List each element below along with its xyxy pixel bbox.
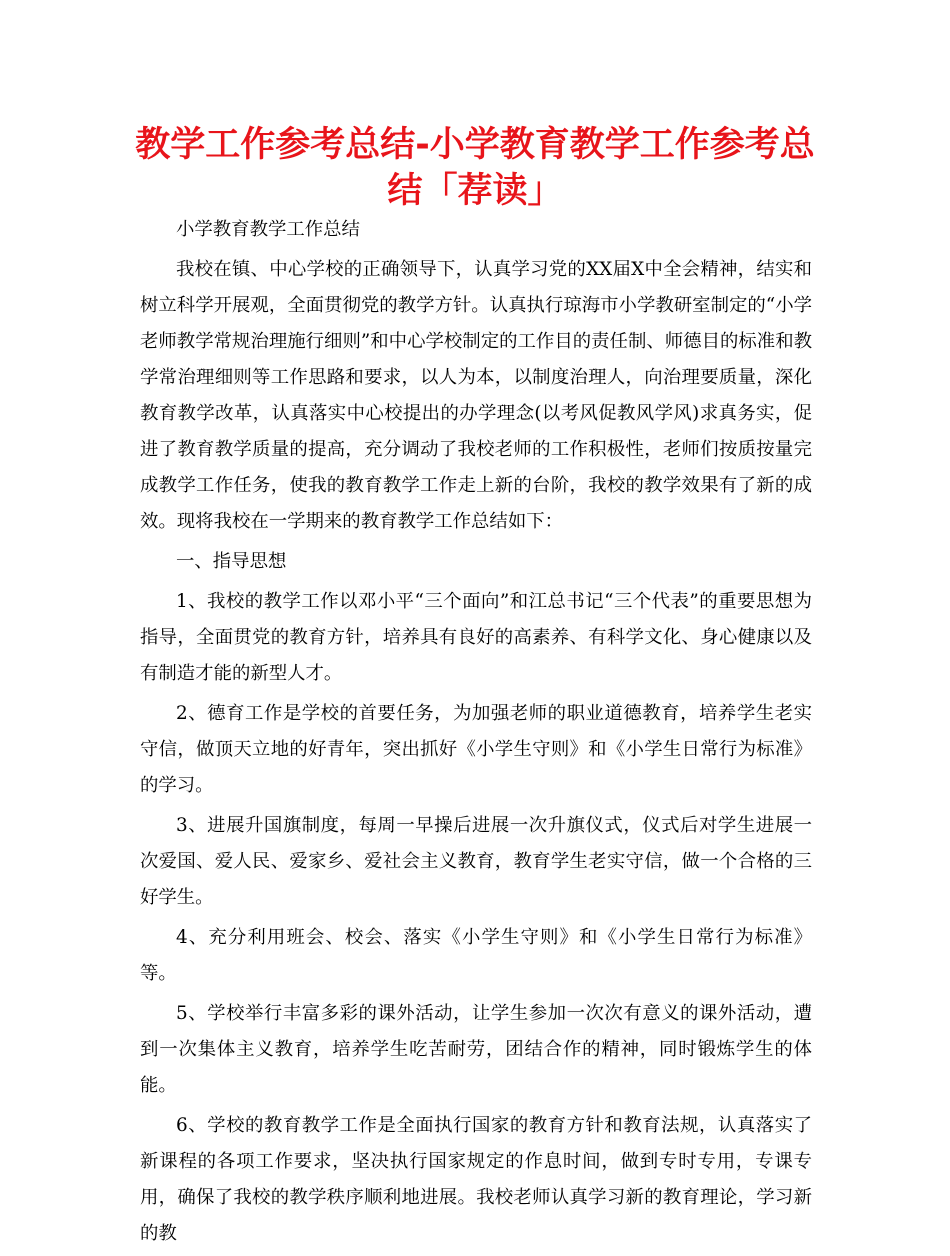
section-heading-guiding-ideology: 一、指导思想 (176, 551, 287, 572)
document-body (140, 212, 812, 1256)
paragraph-item-5: 5、学校举行丰富多彩的课外活动，让学生参加一次次有意义的课外活动，遭到一次集体主义教育，培养学生吃苦耐劳，团结合作的精神，同时锻炼学生的体能。 (140, 1003, 812, 1096)
document-title: 教学工作参考总结-小学教育教学工作参考总结「荐读」 (135, 125, 815, 211)
paragraph-item-2: 2、德育工作是学校的首要任务，为加强老师的职业道德教育，培养学生老实守信，做顶天立地的好青年，突出抓好《小学生守则》和《小学生日常行为标准》的学习。 (140, 703, 812, 796)
paragraph-intro: 我校在镇、中心学校的正确领导下，认真学习党的XX届X中全会精神，结实和树立科学开展观，全面贯彻党的教学方针。认真执行琼海市小学教研室制定的“小学老师教学常规治理施行细则”和中心学校制定的工作目的责任制、师德目的标准和教学常治理细则等工作思路和要求，以人为本，以制度治理人，向治理要质量，深化教育教学改革，认真落实中心校提出的办学理念(以考风促教风学风)求真务实，促进了教育教学质量的提高，充分调动了我校老师的工作积极性，老师们按质按量完成教学工作任务，使我的教育教学工作走上新的台阶，我校的教学效果有了新的成效。现将我校在一学期来的教育教学工作总结如下： (140, 259, 812, 532)
paragraph-item-4: 4、充分利用班会、校会、落实《小学生守则》和《小学生日常行为标准》等。 (140, 927, 812, 984)
paragraph-subtitle: 小学教育教学工作总结 (176, 219, 360, 240)
paragraph-item-3: 3、进展升国旗制度，每周一早操后进展一次升旗仪式，仪式后对学生进展一次爱国、爱人民、爱家乡、爱社会主义教育，教育学生老实守信，做一个合格的三好学生。 (140, 815, 812, 908)
paragraph-item-6: 6、学校的教育教学工作是全面执行国家的教育方针和教育法规，认真落实了新课程的各项工作要求，坚决执行国家规定的作息时间，做到专时专用，专课专用，确保了我校的教学秩序顺利地进展。我校老师认真学习新的教育理论，学习新的教 (140, 1115, 812, 1244)
paragraph-item-1: 1、我校的教学工作以邓小平“三个面向”和江总书记“三个代表”的重要思想为指导，全面贯党的教育方针，培养具有良好的高素养、有科学文化、身心健康以及有制造才能的新型人才。 (140, 591, 812, 684)
